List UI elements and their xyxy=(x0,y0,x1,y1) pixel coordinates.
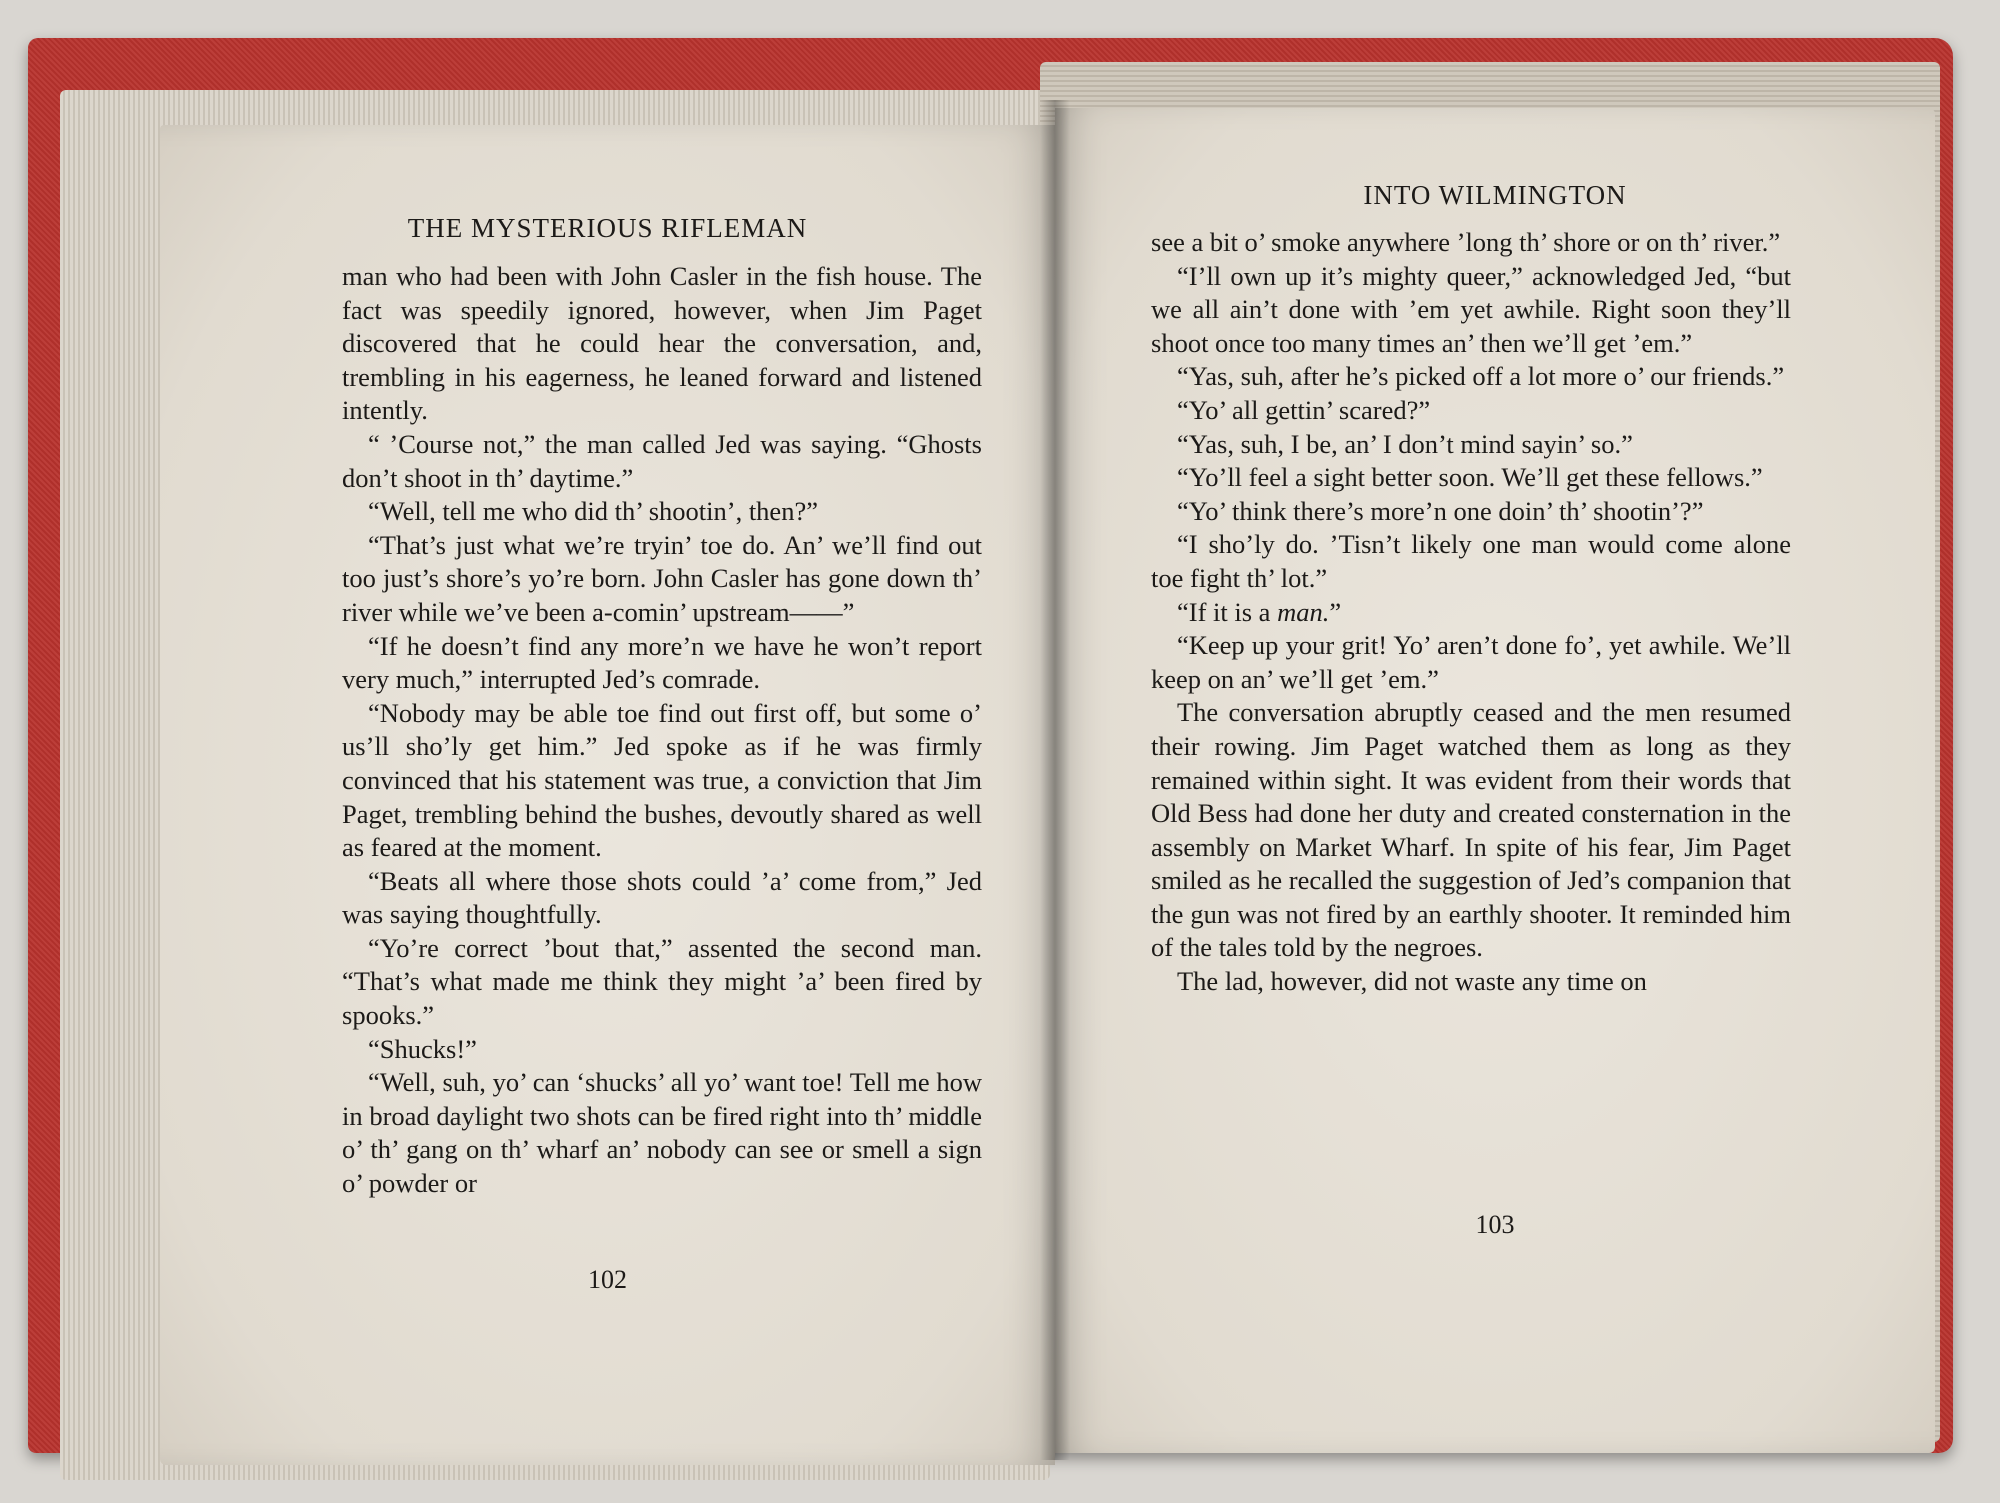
paragraph: The lad, however, did not waste any time on xyxy=(1177,966,1647,997)
paragraph: “Yo’ think there’s more’n one doin’ th’ shootin’?” xyxy=(1177,495,1704,526)
paragraph: “Beats all where those shots could ’a’ come from,” Jed was saying thoughtfully. xyxy=(342,865,982,930)
paragraph: “Yas, suh, I be, an’ I don’t mind sayin’ so.” xyxy=(1177,428,1633,459)
book-gutter xyxy=(1040,100,1070,1460)
paragraph: “I sho’ly do. ’Tisn’t likely one man would come alone toe fight th’ lot.” xyxy=(1151,529,1791,593)
text-span: “If it is a xyxy=(1177,596,1278,627)
paragraph: “Yo’re correct ’bout that,” assented the second man. “That’s what made me think they might ’a’ been fired by spooks.” xyxy=(342,932,982,1031)
right-page xyxy=(1055,108,1935,1453)
running-head-left: THE MYSTERIOUS RIFLEMAN xyxy=(407,213,808,243)
right-page-text xyxy=(1151,226,1791,999)
left-page xyxy=(160,125,1055,1465)
paragraph: “ ’Course not,” the man called Jed was saying. “Ghosts don’t shoot in th’ daytime.” xyxy=(342,428,982,493)
paragraph: man who had been with John Casler in the fish house. The fact was speedily ignored, however, when Jim Paget discovered that he could hear the conversation, and, trembling in his eagerness, he leaned forward and listened intently. xyxy=(342,261,982,426)
paragraph: “Nobody may be able toe find out first off, but some o’ us’ll sho’ly get him.” Jed spoke as if he was firmly convinced that his statement was true, a conviction that Jim Paget, trembling behind the bushes, devoutly shared as well as feared at the moment. xyxy=(342,697,982,863)
paragraph: “Keep up your grit! Yo’ aren’t done fo’, yet awhile. We’ll keep on an’ we’ll get ’em.” xyxy=(1151,630,1791,694)
paragraph: “If he doesn’t find any more’n we have he won’t report very much,” interrupted Jed’s comrade. xyxy=(342,630,982,695)
paragraph: “Shucks!” xyxy=(368,1033,477,1064)
running-head-right: INTO WILMINGTON xyxy=(1363,180,1627,210)
paragraph: “Well, tell me who did th’ shootin’, then?” xyxy=(368,496,818,527)
paragraph: The conversation abruptly ceased and the men resumed their rowing. Jim Paget watched them as long as they remained within sight. It was evident from their words that Old Bess had done her duty and created consternation in the assembly on Market Wharf. In spite of his fear, Jim Paget smiled as he recalled the suggestion of Jed’s companion that the gun was not fired by an earthly shooter. It reminded him of the tales told by the negroes. xyxy=(1151,697,1791,963)
paragraph: “Yas, suh, after he’s picked off a lot more o’ our friends.” xyxy=(1177,361,1785,392)
paragraph: “I’ll own up it’s mighty queer,” acknowledged Jed, “but we all ain’t done with ’em yet awhile. Right soon they’ll shoot once too many times an’ then we’ll get ’em.” xyxy=(1151,260,1791,358)
paragraph: “Yo’ll feel a sight better soon. We’ll get these fellows.” xyxy=(1177,462,1763,493)
text-span: ” xyxy=(1329,596,1342,627)
paragraph xyxy=(1151,596,1791,630)
paragraph: “Well, suh, yo’ can ‘shucks’ all yo’ want toe! Tell me how in broad daylight two shots can be fired right into th’ middle o’ th’ gang on th’ wharf an’ nobody can see or smell a sign o’ powder or xyxy=(342,1067,982,1199)
page-number-left: 102 xyxy=(588,1265,627,1294)
left-page-text xyxy=(342,260,982,1201)
italic-word: man. xyxy=(1277,596,1330,627)
page-number-right: 103 xyxy=(1475,1210,1515,1239)
paragraph: “Yo’ all gettin’ scared?” xyxy=(1177,394,1431,425)
paragraph: see a bit o’ smoke anywhere ’long th’ shore or on th’ river.” xyxy=(1151,227,1781,257)
paragraph: “That’s just what we’re tryin’ toe do. An’ we’ll find out too just’s shore’s yo’re born. John Casler has gone down th’ river while we’ve been a-comin’ upstream——” xyxy=(342,529,982,627)
